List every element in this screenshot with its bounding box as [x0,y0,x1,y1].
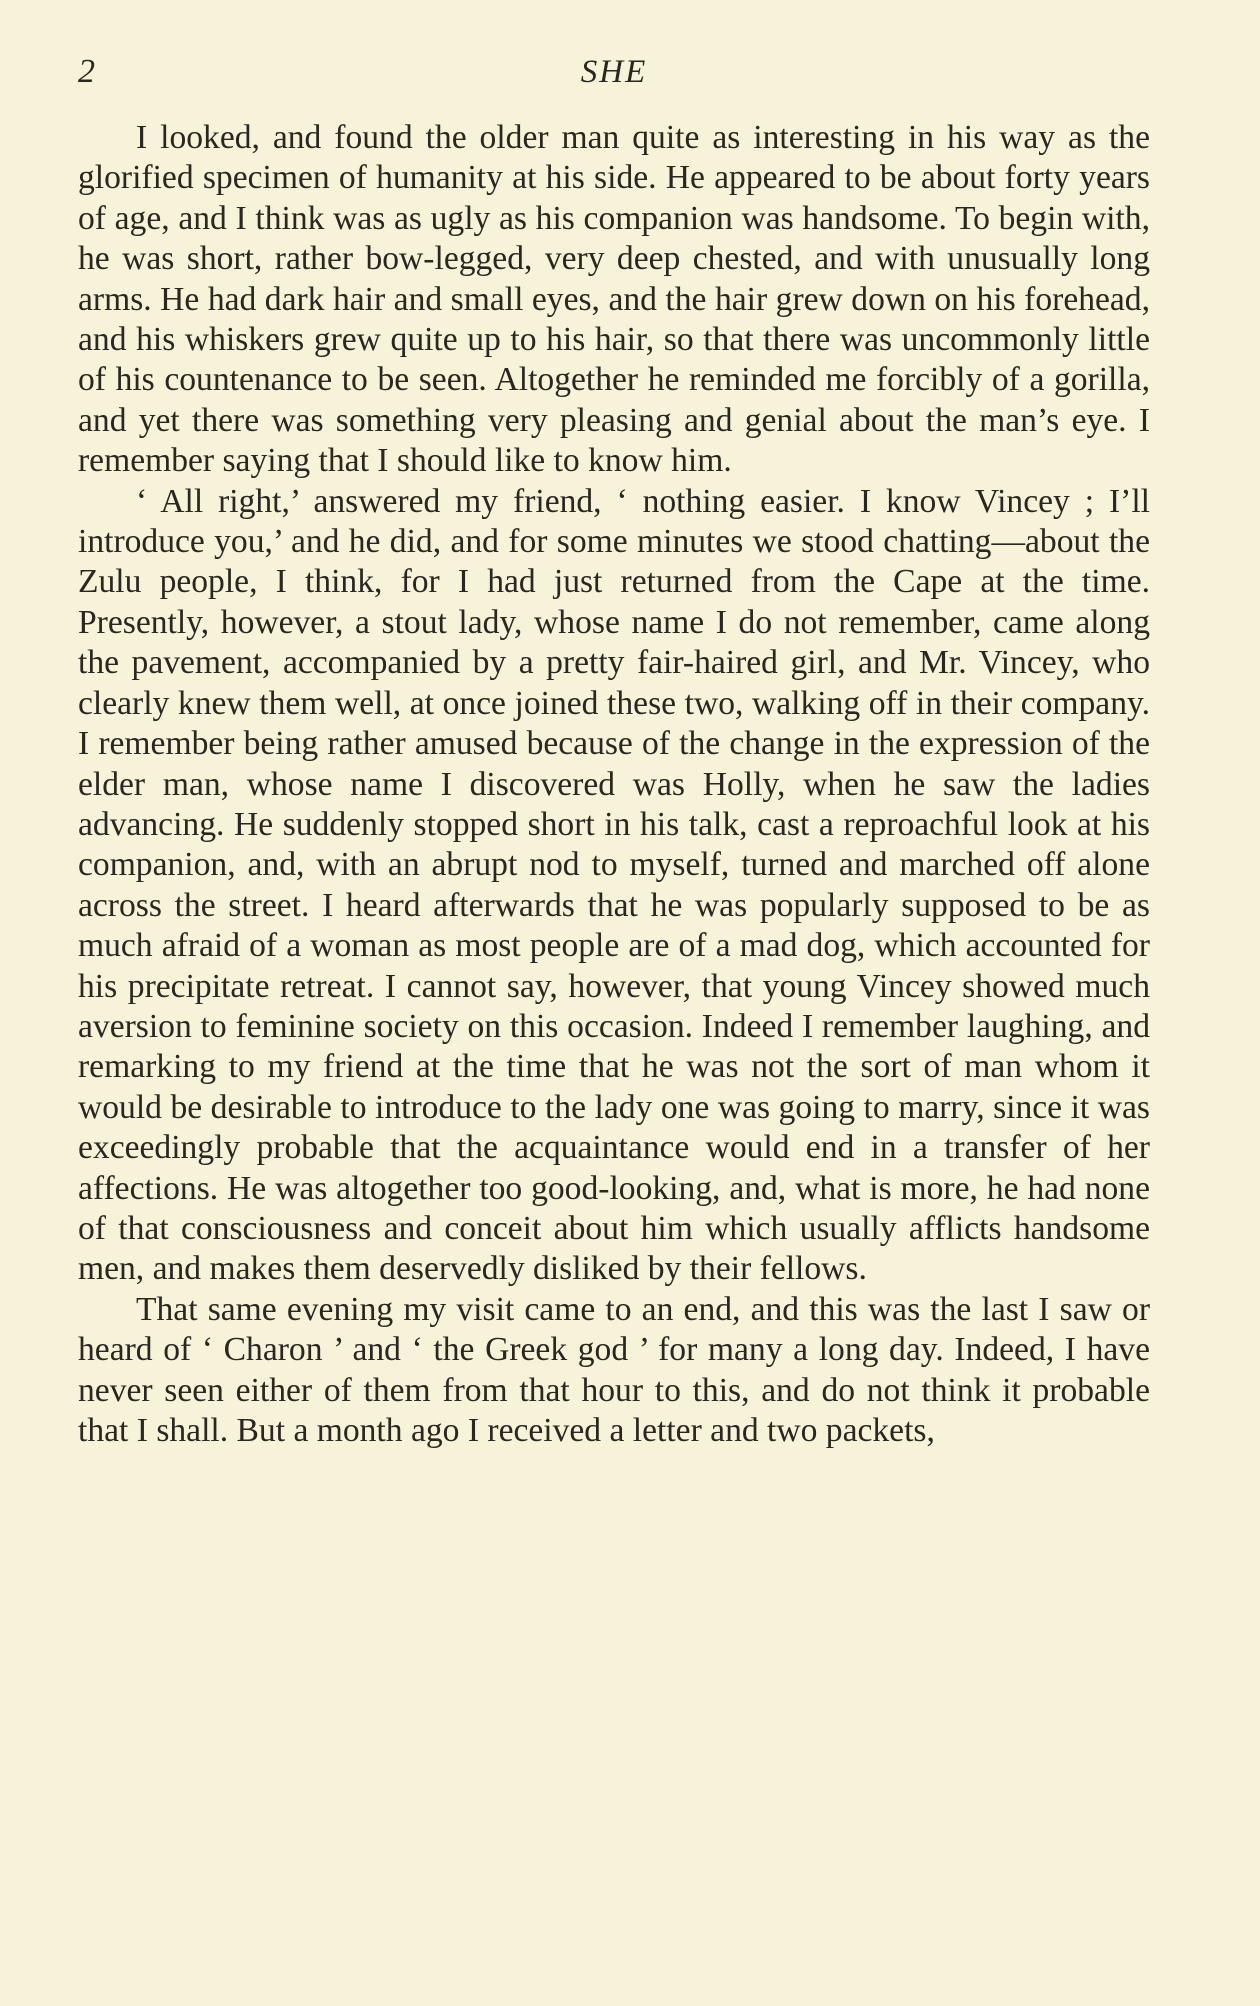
page-number: 2 [78,53,95,90]
body-text [78,118,1150,1451]
book-page [78,50,1150,1950]
page-header [78,50,1150,100]
paragraph-2: ‘ All right,’ answered my friend, ‘ nothing easier. I know Vincey ; I’ll introduce you,’ and he did, and for some minutes we stood chatting—about the Zulu people, I think, for I had just returned from the Cape at the time. Presently, however, a stout lady, whose name I do not remember, came along the pavement, accompanied by a pretty fair-haired girl, and Mr. Vincey, who clearly knew them well, at once joined these two, walking off in their company. I remember being rather amused because of the change in the expression of the elder man, whose name I discovered was Holly, when he saw the ladies advancing. He suddenly stopped short in his talk, cast a reproachful look at his companion, and, with an abrupt nod to myself, turned and marched off alone across the street. I heard afterwards that he was popularly supposed to be as much afraid of a woman as most people are of a mad dog, which accounted for his precipitate retreat. I cannot say, however, that young Vincey showed much aversion to feminine society on this occasion. Indeed I remember laughing, and remarking to my friend at the time that he was not the sort of man whom it would be desirable to introduce to the lady one was going to marry, since it was exceedingly probable that the acquaintance would end in a transfer of her affections. He was altogether too good-looking, and, what is more, he had none of that consciousness and conceit about him which usually afflicts handsome men, and makes them deservedly disliked by their fellows. [78,482,1150,1288]
paragraph-3: That same evening my visit came to an end, and this was the last I saw or heard of ‘ Charon ’ and ‘ the Greek god ’ for many a long day. Indeed, I have never seen either of them from that hour to this, and do not think it probable that I shall. But a month ago I received a letter and two packets, [78,1290,1150,1449]
paragraph-1: I looked, and found the older man quite as interesting in his way as the glorified specimen of humanity at his side. He appeared to be about forty years of age, and I think was as ugly as his companion was handsome. To begin with, he was short, rather bow-legged, very deep chested, and with unusually long arms. He had dark hair and small eyes, and the hair grew down on his forehead, and his whiskers grew quite up to his hair, so that there was uncommonly little of his countenance to be seen. Altogether he reminded me forcibly of a gorilla, and yet there was something very pleasing and genial about the man’s eye. I remember saying that I should like to know him. [78,119,1150,480]
running-title: SHE [580,54,648,90]
